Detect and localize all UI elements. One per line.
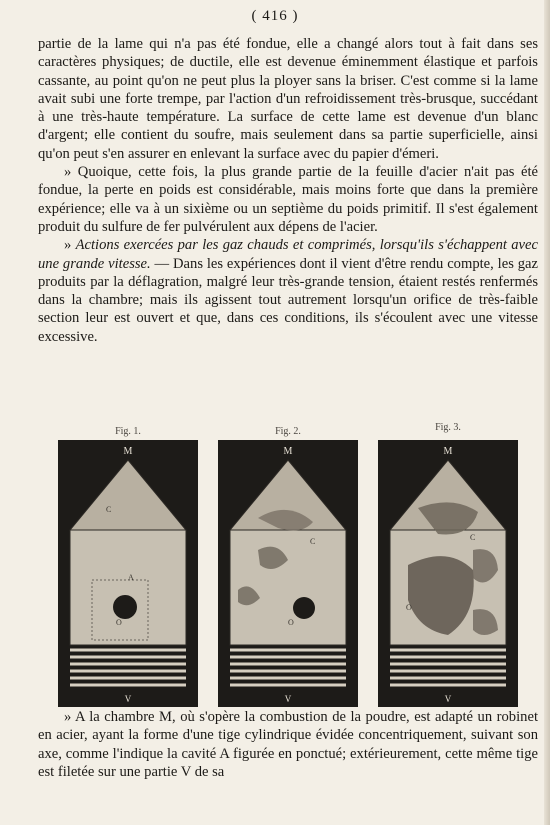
paragraph-1: partie de la lame qui n'a pas été fondue, elle a changé alors tout à fait dans ses caractères physiques; de ductile, elle est devenue éminemment élastique et parfois cassante, au point qu'on ne peut plus la ployer sans la briser. C'est comme si la lame avait subi une forte trempe, par l'action d'un refroidissement très-brusque, succédant à une très-haute température. La surface de cette lame est devenue d'un blanc d'argent; elle contient du soufre, mais seulement dans sa partie superficielle, ainsi qu'on peut s'en assurer en enlevant la surface avec du papier d'émeri.	[38, 36, 538, 162]
figure-3-label-c: C	[470, 533, 476, 542]
figure-1-label-m: M	[123, 446, 133, 457]
figure-1	[58, 422, 198, 707]
figure-2-label-v: V	[284, 694, 292, 704]
figure-3-label-o: O	[406, 603, 412, 612]
figure-3-label-m: M	[443, 446, 453, 457]
section-body: — Dans les expériences dont il vient d'être rendu compte, les gaz produits par la déflagration, malgré leur très-grande tension, étaient restés renfermés dans la chambre; mais ils agissent tout autrement lorsqu'un orifice de très-faible section leur est ouvert et que, dans ces conditions, ils s'écoulent avec une vitesse excessive.	[38, 255, 538, 345]
figure-3-caption: Fig. 3.	[435, 422, 461, 433]
section-paragraph	[38, 236, 538, 346]
figure-3-label-v: V	[444, 694, 452, 704]
figure-1-label-c: C	[106, 505, 112, 514]
figure-3-drawing	[378, 440, 518, 707]
figure-3	[378, 422, 518, 707]
paragraph-2: » Quoique, cette fois, la plus grande partie de la feuille d'acier n'ait pas été fondue, la perte en poids est considérable, mais moins forte que dans la première expérience; elle va à un sixième ou un septième du poids primitif. Il s'est également produit du sulfure de fer pulvérulent aux dépens de l'acier.	[38, 164, 538, 235]
paragraph-bottom: » A la chambre M, où s'opère la combustion de la poudre, est adapté un robinet en acier, ayant la forme d'une tige cylindrique évidée concentriquement, suivant son axe, comme l'indique la cavité A figurée en ponctué; extérieurement, cette même tige est filetée sur une partie V de sa	[38, 709, 538, 780]
figure-2-drawing	[218, 440, 358, 707]
figure-1-label-a: A	[128, 573, 134, 582]
figure-1-label-o: O	[116, 618, 122, 627]
figure-2-caption: Fig. 2.	[275, 426, 301, 437]
figure-2-label-o: O	[288, 618, 294, 627]
figures-row	[38, 422, 538, 707]
figure-2	[218, 422, 358, 707]
figure-2-label-c: C	[310, 537, 316, 546]
figure-1-caption: Fig. 1.	[115, 426, 141, 437]
page-number: ( 416 )	[251, 8, 299, 24]
page-edge-shadow	[544, 0, 550, 825]
section-prefix: »	[64, 237, 76, 254]
figure-2-label-m: M	[283, 446, 293, 457]
figure-1-label-v: V	[124, 694, 132, 704]
body-text-top	[38, 35, 538, 346]
section-heading: Actions exercées par les gaz chauds et comprimés, lorsqu'ils s'échappent avec une grande vitesse.	[38, 237, 538, 272]
body-text-bottom	[38, 708, 538, 781]
figure-1-drawing	[58, 440, 198, 707]
